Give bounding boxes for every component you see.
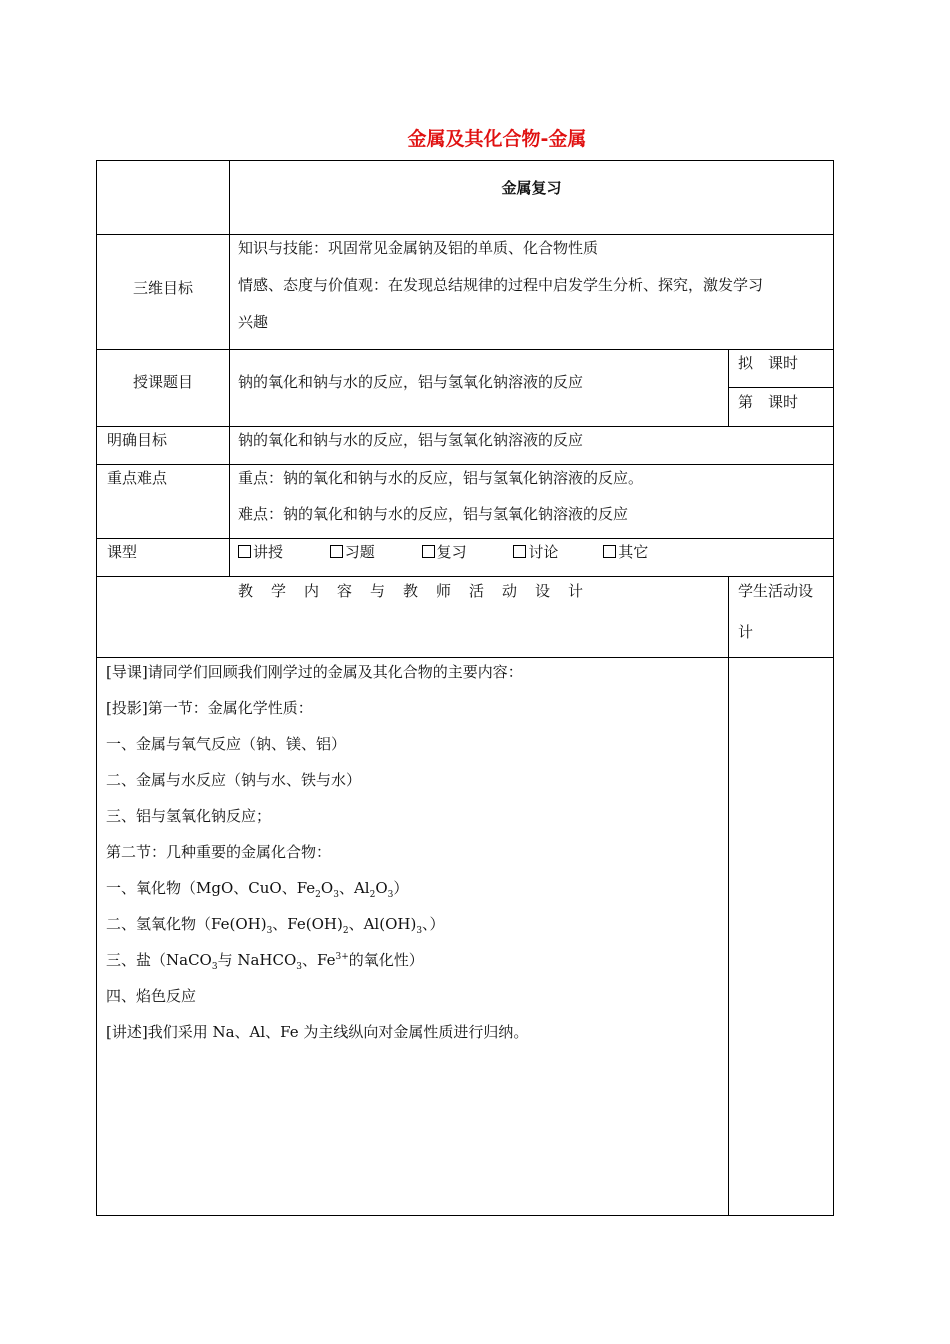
topic-label: 授课题目 <box>132 373 193 391</box>
teacher-activity-header: 教 学 内 容 与 教 师 活 动 设 计 <box>238 582 584 600</box>
lesson-type-option[interactable]: 其它 <box>603 543 648 561</box>
content-line: [讲述]我们采用 Na、Al、Fe 为主线纵向对金属性质进行归纳。 <box>106 1023 529 1041</box>
column-divider <box>728 576 729 1216</box>
content-line-hydroxides: 二、氢氧化物（$Fe(OH)_3$、$Fe(OH)_2$、$Al(OH)_3$、） <box>106 915 445 936</box>
content-line-salts: 三、盐（NaCO$_3$与 NaHCO$_3$、$Fe^{3+}$的氧化性） <box>106 951 424 972</box>
objectives-text <box>238 239 830 350</box>
lesson-type-option[interactable]: 复习 <box>422 543 467 561</box>
row-divider <box>97 234 833 235</box>
checkbox-icon <box>422 545 435 558</box>
row-divider <box>97 426 833 427</box>
checkbox-icon <box>603 545 616 558</box>
objectives-label: 三维目标 <box>132 279 193 297</box>
teaching-content <box>106 663 726 1059</box>
row-divider <box>97 538 833 539</box>
objectives-line: 兴趣 <box>238 313 269 331</box>
lesson-hour-number: 第 课时 <box>738 393 799 411</box>
content-line: 四、焰色反应 <box>106 987 197 1005</box>
lesson-type-option[interactable]: 习题 <box>330 543 375 561</box>
content-line: 一、金属与氧气反应（钠、镁、铝） <box>106 735 347 753</box>
planned-hours: 拟 课时 <box>738 354 799 372</box>
lesson-type-label: 课型 <box>107 543 138 561</box>
lesson-type-options <box>238 543 828 561</box>
checkbox-icon <box>330 545 343 558</box>
keypoints-label: 重点难点 <box>107 469 168 487</box>
checkbox-icon <box>513 545 526 558</box>
row-divider <box>97 576 833 577</box>
content-line-oxides: 一、氧化物（MgO、CuO、$Fe_2O_3$、$Al_2O_3$） <box>106 879 409 900</box>
lesson-type-option[interactable]: 讲授 <box>238 543 283 561</box>
column-divider <box>728 349 729 426</box>
content-line: [投影]第一节：金属化学性质： <box>106 699 313 717</box>
column-divider <box>229 161 230 576</box>
row-divider <box>97 464 833 465</box>
objectives-line: 知识与技能：巩固常见金属钠及铝的单质、化合物性质 <box>238 239 599 257</box>
checkbox-icon <box>238 545 251 558</box>
lesson-plan-table <box>96 160 834 1216</box>
row-divider <box>728 387 833 388</box>
objectives-line: 情感、态度与价值观：在发现总结规律的过程中启发学生分析、探究，激发学习 <box>238 276 764 294</box>
content-line: [导课]请同学们回顾我们刚学过的金属及其化合物的主要内容： <box>106 663 523 681</box>
keypoints-text <box>238 469 828 523</box>
student-activity-header: 学生活动设 计 <box>738 582 814 641</box>
content-line: 三、铝与氢氧化钠反应； <box>106 807 272 825</box>
lesson-type-option[interactable]: 讨论 <box>513 543 558 561</box>
content-line: 二、金属与水反应（钠与水、铁与水） <box>106 771 362 789</box>
goal-label: 明确目标 <box>107 431 168 449</box>
difficult-point: 难点：钠的氧化和钠与水的反应，铝与氢氧化钠溶液的反应 <box>238 505 629 523</box>
subtitle: 金属复习 <box>501 179 562 197</box>
topic-text: 钠的氧化和钠与水的反应，铝与氢氧化钠溶液的反应 <box>238 373 584 391</box>
row-divider <box>97 657 833 658</box>
key-point: 重点：钠的氧化和钠与水的反应，铝与氢氧化钠溶液的反应。 <box>238 469 644 487</box>
page-title: 金属及其化合物-金属 <box>407 128 587 150</box>
goal-text: 钠的氧化和钠与水的反应，铝与氢氧化钠溶液的反应 <box>238 431 584 449</box>
content-line: 第二节：几种重要的金属化合物： <box>106 843 332 861</box>
